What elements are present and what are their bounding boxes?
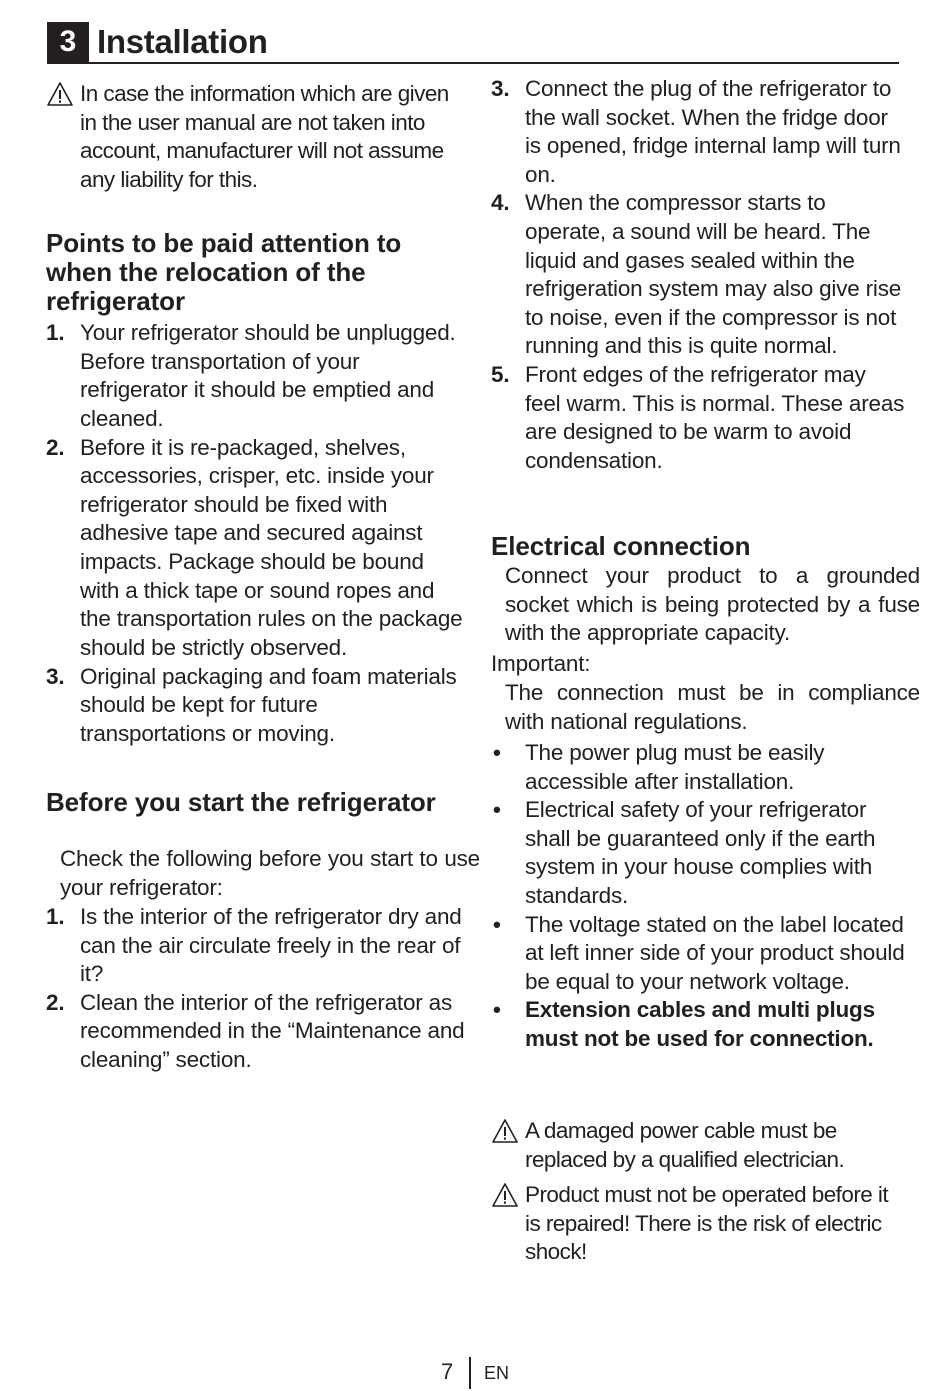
liability-warning — [46, 80, 466, 194]
item-text: Is the interior of the refrigerator dry and can the air circulate freely in the rear of it? — [80, 904, 462, 987]
electrical-bullets — [491, 739, 906, 1054]
item-text: Your refrigerator should be unplugged. Before transportation of your refrigerator it should be emptied and cleaned. — [80, 320, 456, 431]
list-item — [46, 663, 466, 749]
bullet-symbol: • — [493, 911, 501, 937]
relocation-heading: Points to be paid attention to when the relocation of the refrigerator — [46, 228, 402, 316]
item-text: Before it is re-packaged, shelves, accessories, crisper, etc. inside your refrigerator should be fixed with adhesive tape and secured against impacts. Package should be bound with a thick tape or sound ropes and the transportation rules on the package should be strictly observed. — [80, 434, 463, 660]
relocation-list — [46, 319, 466, 749]
before-start-intro: Check the following before you start to use your refrigerator: — [60, 846, 480, 900]
item-text: When the compressor starts to operate, a sound will be heard. The liquid and gases sealed within the refrigeration system may also give rise to noise, even if the compressor is not running and this is quite normal. — [525, 190, 902, 359]
language-code: EN — [484, 1363, 510, 1383]
item-number: 3. — [491, 76, 510, 101]
item-number: 1. — [46, 320, 65, 345]
item-number: 4. — [491, 190, 510, 216]
setup-list — [491, 75, 906, 475]
warning-icon — [46, 81, 74, 107]
list-item — [46, 319, 466, 433]
item-text: Connect the plug of the refrigerator to the wall socket. When the fridge door is opened, fridge internal lamp will turn on. — [525, 76, 901, 187]
list-item — [46, 989, 466, 1075]
shock-warning — [491, 1181, 906, 1267]
warning-icon — [491, 1182, 519, 1208]
item-number: 2. — [46, 989, 65, 1015]
item-number: 3. — [46, 663, 65, 689]
bullet-item — [491, 996, 906, 1053]
bullet-symbol: • — [493, 797, 501, 823]
bullet-symbol: • — [493, 740, 501, 765]
cable-warning — [491, 1117, 906, 1174]
bullet-text: Extension cables and multi plugs must not be used for connection. — [525, 997, 875, 1051]
item-number: 2. — [46, 434, 65, 460]
item-number: 5. — [491, 361, 510, 387]
footer-divider — [469, 1357, 471, 1389]
chapter-title: Installation — [97, 23, 268, 60]
item-number: 1. — [46, 904, 65, 929]
list-item — [491, 361, 906, 475]
item-text: Front edges of the refrigerator may feel warm. This is normal. These areas are designed to be warm to avoid condensation. — [525, 361, 905, 473]
before-start-heading: Before you start the refrigerator — [46, 787, 436, 817]
shock-warning-text: Product must not be operated before it is repaired! There is the risk of electric shock! — [525, 1182, 889, 1265]
bullet-symbol: • — [493, 997, 501, 1023]
liability-warning-text: In case the information which are given in the user manual are not taken into account, manufacturer will not assume any liability for this. — [80, 81, 449, 192]
list-item — [491, 189, 906, 361]
bullet-text: Electrical safety of your refrigerator shall be guaranteed only if the earth system in your house complies with standards. — [525, 797, 876, 908]
list-item — [46, 903, 466, 989]
electrical-heading: Electrical connection — [491, 531, 751, 561]
electrical-intro: Connect your product to a grounded socket which is being protected by a fuse with the appropriate capacity. — [505, 563, 920, 646]
bullet-text: The voltage stated on the label located at left inner side of your product should be equal to your network voltage. — [525, 911, 905, 994]
item-text: Original packaging and foam materials should be kept for future transportations or moving. — [80, 663, 457, 746]
item-text: Clean the interior of the refrigerator as recommended in the “Maintenance and cleaning” section. — [80, 989, 465, 1072]
list-item — [491, 75, 906, 189]
before-start-list — [46, 903, 466, 1075]
bullet-item — [491, 796, 906, 910]
bullet-text: The power plug must be easily accessible after installation. — [525, 740, 825, 794]
page-number: 7 — [441, 1359, 454, 1384]
chapter-number: 3 — [47, 22, 89, 62]
important-text: The connection must be in compliance with national regulations. — [505, 680, 920, 734]
important-label: Important: — [491, 651, 591, 676]
page-footer — [0, 1357, 950, 1391]
warning-icon — [491, 1118, 519, 1144]
chapter-header — [47, 18, 899, 64]
bullet-item — [491, 739, 906, 796]
list-item — [46, 434, 466, 663]
bullet-item — [491, 911, 906, 997]
cable-warning-text: A damaged power cable must be replaced by a qualified electrician. — [525, 1118, 845, 1172]
